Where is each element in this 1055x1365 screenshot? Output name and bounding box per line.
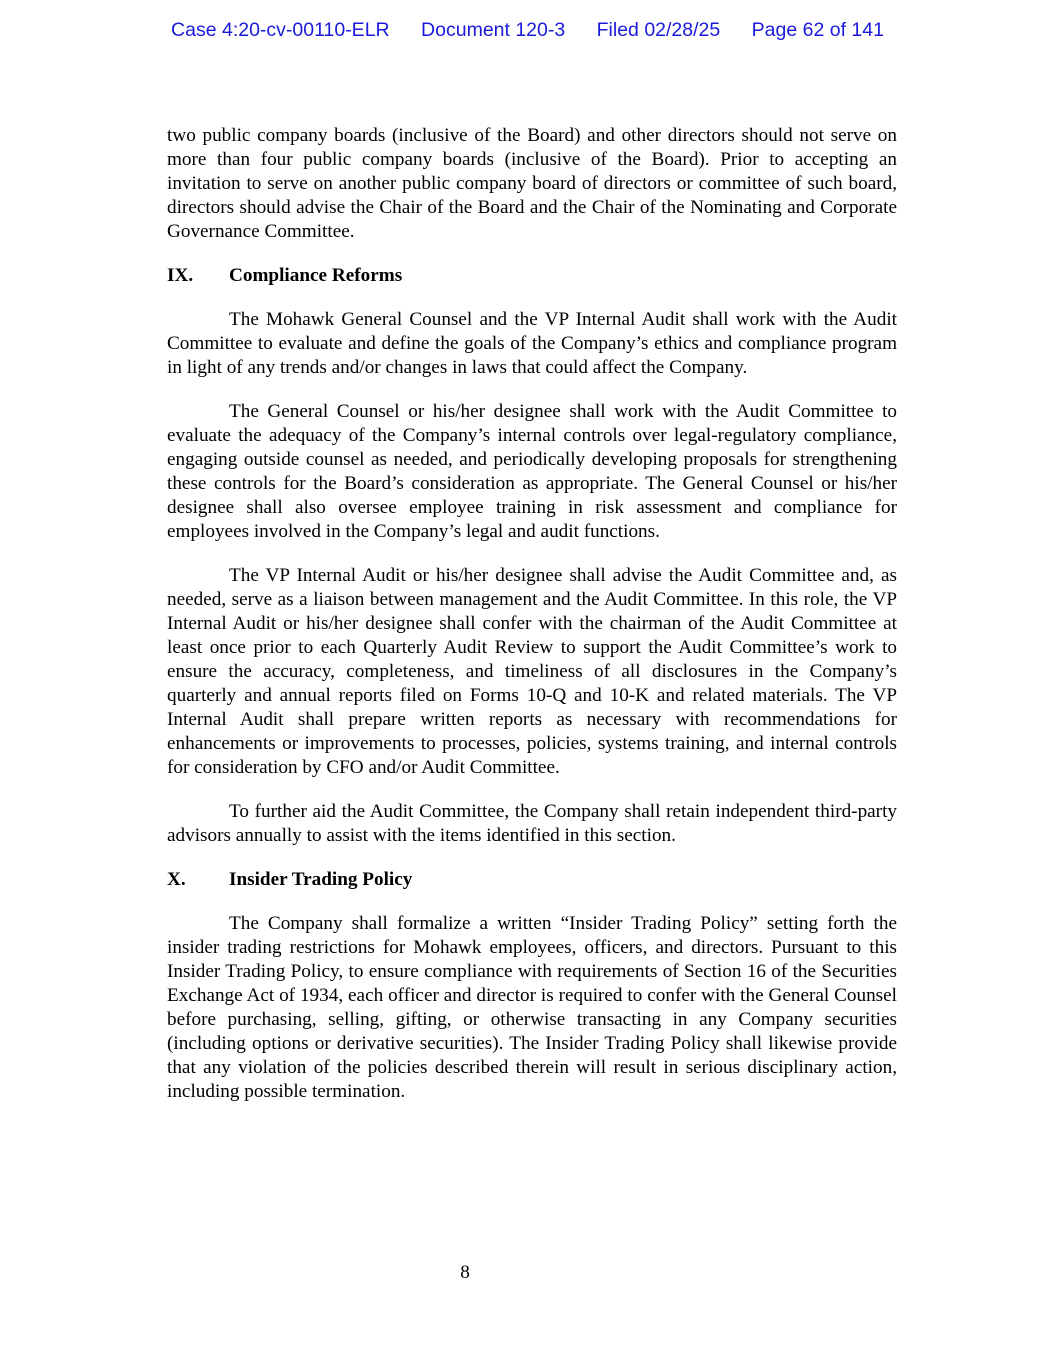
paragraph: The General Counsel or his/her designee shall work with the Audit Committee to evaluate the adequacy of the Company’s internal controls over legal-regulatory compliance, engaging outside counsel as needed, and periodically developing proposals for strengthening these controls for the Board’s consideration as appropriate. The General Counsel or his/her designee shall also oversee employee training in risk assessment and compliance for employees involved in the Company’s legal and audit functions. — [167, 401, 897, 542]
filed-date: Filed 02/28/25 — [596, 19, 721, 41]
case-number: Case 4:20-cv-00110-ELR — [171, 19, 390, 41]
section-title: Compliance Reforms — [229, 265, 403, 286]
document-body — [167, 124, 897, 1124]
paragraph: The Mohawk General Counsel and the VP Internal Audit shall work with the Audit Committee to evaluate and define the goals of the Company’s ethics and compliance program in light of any trends and/or changes in laws that could affect the Company. — [167, 309, 897, 378]
page-count: Page 62 of 141 — [751, 19, 884, 41]
paragraph: The VP Internal Audit or his/her designee shall advise the Audit Committee and, as needed, serve as a liaison between management and the Audit Committee. In this role, the VP Internal Audit or his/her designee shall confer with the chairman of the Audit Committee at least once prior to each Quarterly Audit Review to support the Audit Committee’s work to ensure the accuracy, completeness, and timeliness of all disclosures in the Company’s quarterly and annual reports filed on Forms 10-Q and 10-K and related materials. The VP Internal Audit shall prepare written reports as necessary with recommendations for enhancements or improvements to processes, policies, systems training, and internal controls for consideration by CFO and/or Audit Committee. — [167, 565, 897, 778]
paragraph: To further aid the Audit Committee, the Company shall retain independent third-party advisors annually to assist with the items identified in this section. — [167, 801, 897, 846]
page-number: 8 — [460, 1262, 470, 1283]
section-number: X. — [167, 869, 186, 890]
filing-header — [0, 19, 1055, 42]
paragraph: The Company shall formalize a written “Insider Trading Policy” setting forth the insider trading restrictions for Mohawk employees, officers, and directors. Pursuant to this Insider Trading Policy, to ensure compliance with requirements of Section 16 of the Securities Exchange Act of 1934, each officer and director is required to confer with the General Counsel before purchasing, selling, gifting, or otherwise transacting in any Company securities (including options or derivative securities). The Insider Trading Policy shall likewise provide that any violation of the policies described therein will result in serious disciplinary action, including possible termination. — [167, 913, 897, 1102]
section-heading-x — [167, 868, 897, 892]
section-number: IX. — [167, 265, 194, 286]
section-title: Insider Trading Policy — [229, 869, 413, 890]
section-heading-ix — [167, 264, 897, 288]
document-number: Document 120-3 — [421, 19, 566, 41]
intro-paragraph: two public company boards (inclusive of the Board) and other directors should not serve on more than four public company boards (inclusive of the Board). Prior to accepting an invitation to serve on another public company board of directors or committee of such board, directors should advise the Chair of the Board and the Chair of the Nominating and Corporate Governance Committee. — [167, 125, 897, 242]
